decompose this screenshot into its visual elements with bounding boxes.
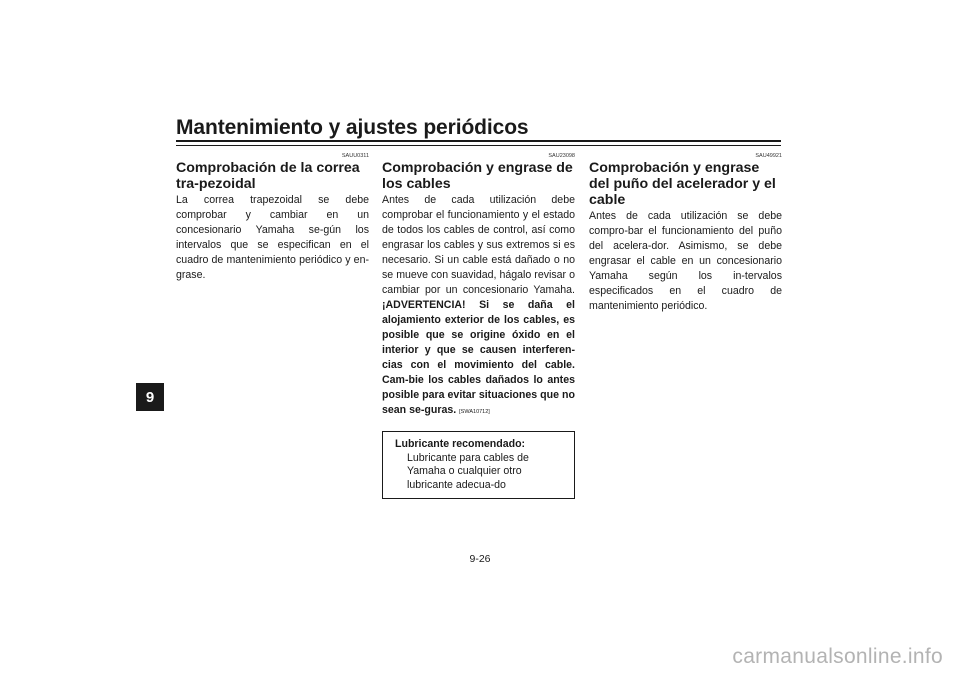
page-number: 9-26	[469, 553, 491, 565]
recommended-lubricant-box	[382, 431, 575, 499]
section-heading: Comprobación de la correa tra-pezoidal	[176, 160, 360, 192]
chapter-tab: 9	[136, 383, 164, 411]
body-text: Antes de cada utilización debe comprobar el funcionamiento y el estado de todos los cables de control, así como engrasar los cables y sus extremos si es necesario. Si un cable está dañado o no se mueve con suavidad, hágalo revisar o cambiar por un concesionario Yamaha.	[382, 194, 575, 296]
section-cables	[382, 152, 575, 499]
section-heading: Comprobación y engrase de los cables	[382, 160, 573, 192]
page-title: Mantenimiento y ajustes periódicos	[176, 116, 529, 139]
watermark: carmanualsonline.info	[732, 645, 943, 668]
section-body: Antes de cada utilización se debe compro-bar el funcionamiento del puño del acelera-dor. Asimismo, se debe engrasar el cable en un concesionario Yamaha según los in-tervalos especificados en el cuadro de mantenimiento periódico.	[589, 210, 782, 312]
header-rule-thick	[176, 140, 781, 142]
warning-text: ¡ADVERTENCIA! Si se daña el alojamiento exterior de los cables, es posible que se origine óxido en el interior y que se causen interferen-cias con el movimiento del cable. Cam-bie los cables dañados lo antes posible para evitar situaciones que no sean se-guras.	[382, 299, 575, 416]
lubricant-title: Lubricante recomendado:	[395, 438, 526, 450]
lubricant-text: Lubricante para cables de Yamaha o cualquier otro lubricante adecua-do	[407, 451, 529, 491]
header-rule-thin	[176, 145, 781, 146]
section-v-belt	[176, 152, 369, 283]
section-body	[382, 193, 575, 420]
section-body: La correa trapezoidal se debe comprobar y cambiar en un concesionario Yamaha se-gún los intervalos que se especifican en el cuadro de mantenimiento periódico y en-grase.	[176, 194, 369, 281]
section-throttle	[589, 152, 782, 314]
warning-reference: [SWA10712]	[459, 409, 490, 415]
section-code: SAUU0311	[341, 153, 369, 159]
section-code: SAU23098	[548, 153, 575, 159]
section-heading: Comprobación y engrase del puño del acelerador y el cable	[589, 160, 776, 208]
section-code: SAU49921	[755, 153, 782, 159]
